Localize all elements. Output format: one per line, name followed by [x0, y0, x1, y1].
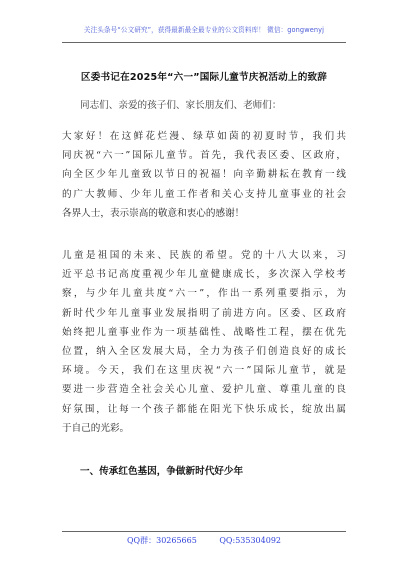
paragraph-line: 同庆祝“六一”国际儿童节。首先，我代表区委、区政府， — [62, 150, 346, 162]
paragraph-opening — [62, 127, 346, 223]
paragraph-line: 要进一步营造全社会关心儿童、爱护儿童、尊重儿童的良 — [62, 384, 346, 396]
footer-qq: QQ:535304092 — [219, 536, 281, 545]
paragraph-line: 察，与少年儿童共度“六一”，作出一系列重要指示，为 — [62, 288, 346, 300]
paragraph-line: 于自己的光彩。 — [62, 422, 130, 434]
paragraph-line: 近平总书记高度重视少年儿童健康成长，多次深入学校考 — [62, 269, 346, 281]
document-title: 区委书记在2025年“六一”国际儿童节庆祝活动上的致辞 — [80, 72, 328, 83]
paragraph-line: 向全区少年儿童致以节日的祝福！向辛勤耕耘在教育一线 — [62, 169, 346, 181]
salutation: 同志们、亲爱的孩子们、家长朋友们、老师们： — [80, 100, 282, 111]
paragraph-line: 大家好！在这鲜花烂漫、绿草如茵的初夏时节，我们共 — [62, 131, 346, 142]
paragraph-line: 环境。今天，我们在这里庆祝“六一”国际儿童节，就是 — [62, 365, 346, 377]
footer-contacts — [0, 535, 408, 546]
paragraph-line: 各界人士，表示崇高的敬意和衷心的感谢！ — [62, 207, 245, 219]
header-promo-note: 关注头条号“公文研究”，获得最新最全最专业的公文资料库！ 微信：gongwenyj — [83, 26, 325, 34]
paragraph-line: 新时代少年儿童事业发展指明了前进方向。区委、区政府 — [62, 307, 346, 319]
paragraph-line: 的广大教师、少年儿童工作者和关心支持儿童事业的社会 — [62, 188, 346, 200]
paragraph-children-future — [62, 246, 346, 438]
header-divider — [62, 42, 346, 43]
footer-qq-group: QQ群：30265665 — [126, 536, 197, 545]
paragraph-line: 好氛围，让每一个孩子都能在阳光下快乐成长，绽放出属 — [62, 403, 346, 415]
paragraph-line: 始终把儿童事业作为一项基础性、战略性工程，摆在优先 — [62, 326, 346, 338]
paragraph-line: 位置，纳入全区发展大局，全力为孩子们创造良好的成长 — [62, 346, 346, 358]
footer-divider — [62, 531, 346, 532]
paragraph-line: 儿童是祖国的未来、民族的希望。党的十八大以来，习 — [62, 250, 346, 261]
section-heading: 一、传承红色基因，争做新时代好少年 — [80, 466, 244, 477]
